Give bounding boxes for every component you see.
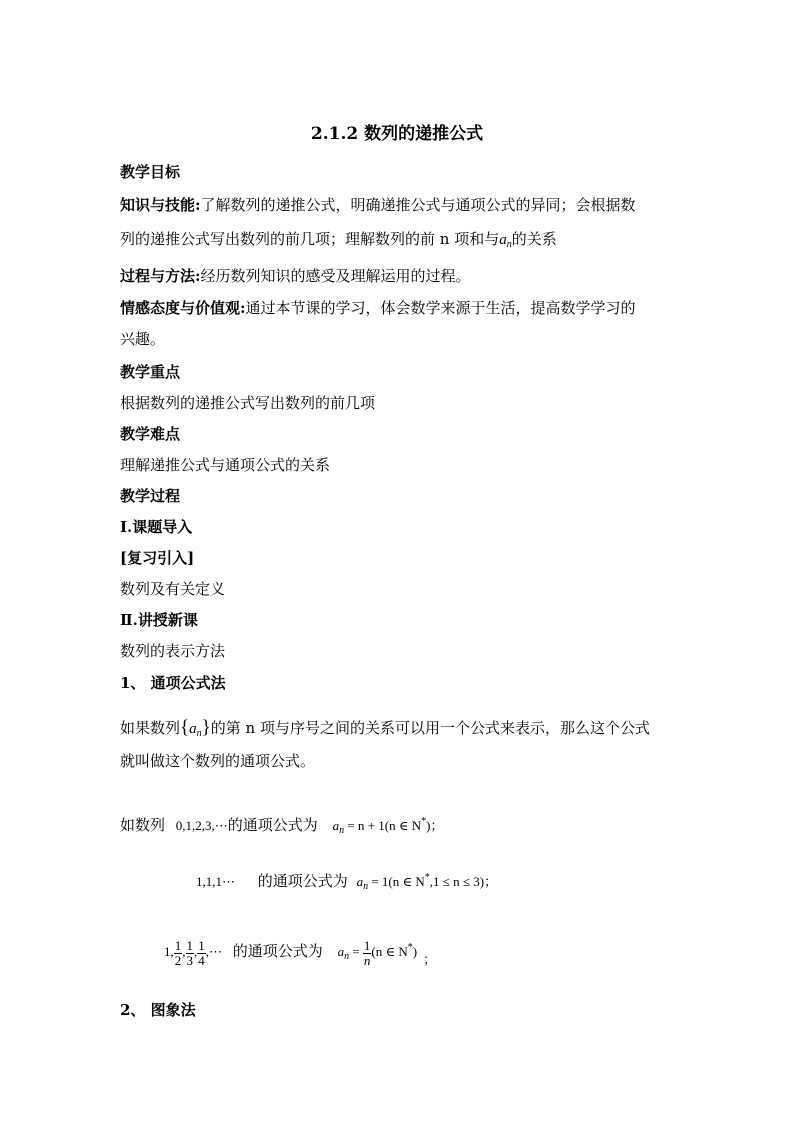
example-1-formula: $a_n = n + 1(n$ ∈ N*) — [332, 816, 431, 836]
example-2-mid: 的通项公式为 — [257, 872, 348, 890]
example-1-mid: 的通项公式为 — [227, 816, 318, 834]
representation-text: 数列的表示方法 — [120, 642, 226, 660]
review-text: 数列及有关定义 — [120, 580, 226, 598]
attitude-text-2: 兴趣。 — [120, 330, 166, 348]
example-1-sequence: 0,1,2,3,⋯ — [175, 818, 228, 833]
example-1-prefix: 如数列 — [120, 816, 166, 834]
knowledge-label: 知识与技能: — [120, 196, 201, 214]
process-text: 经历数列知识的感受及理解运用的过程。 — [200, 267, 471, 285]
example-3-formula: $a_n$ = $\frac{1}{n}$ (n ∈ N*) — [337, 937, 418, 968]
knowledge-text-2a: 列的递推公式写出数列的前几项；理解数列的前 n 项和与 — [120, 230, 500, 248]
sequence-an: $\{a_n\}$ — [180, 717, 211, 739]
part2-heading: Ⅱ.讲授新课 — [120, 611, 198, 629]
definition-text-b: 的第 n 项与序号之间的关系可以用一个公式来表示，那么这个公式 — [210, 719, 650, 737]
example-3-semicolon: ； — [423, 953, 437, 968]
process-line — [120, 266, 471, 286]
knowledge-text-1: 了解数列的递推公式，明确递推公式与通项公式的异同；会根据数 — [200, 196, 636, 214]
example-3-mid: 的通项公式为 — [232, 942, 323, 960]
method1-heading: 1、 通项公式法 — [120, 674, 226, 692]
example-1 — [120, 812, 443, 841]
attitude-label: 情感态度与价值观: — [120, 299, 246, 317]
example-2-formula: $a_n = 1(n$ ∈ N*,1 ≤ n ≤ 3) — [356, 872, 485, 892]
knowledge-line-1 — [120, 195, 636, 215]
difficult-heading: 教学难点 — [120, 425, 181, 443]
knowledge-line-2 — [120, 229, 557, 255]
an-variable: $a_n$ — [499, 232, 512, 250]
definition-text-a: 如果数列 — [120, 719, 181, 737]
example-1-semicolon: ； — [430, 819, 444, 834]
example-2 — [196, 868, 497, 897]
page-title: 2.1.2 数列的递推公式 — [310, 124, 484, 144]
process-label: 过程与方法: — [120, 267, 201, 285]
review-heading: [复习引入] — [120, 549, 195, 567]
example-2-sequence: 1,1,1⋯ — [196, 874, 235, 889]
process-heading: 教学过程 — [120, 487, 181, 505]
attitude-text-1: 通过本节课的学习，体会数学来源于生活，提高数学学习的 — [245, 299, 636, 317]
definition-line-2: 就叫做这个数列的通项公式。 — [120, 752, 316, 770]
objectives-heading: 教学目标 — [120, 163, 181, 181]
knowledge-text-2b: 的关系 — [511, 230, 557, 248]
method2-heading: 2、 图象法 — [120, 1001, 196, 1019]
example-2-semicolon: ； — [484, 875, 498, 890]
key-heading: 教学重点 — [120, 363, 181, 381]
attitude-line-1 — [120, 298, 636, 318]
key-text: 根据数列的递推公式写出数列的前几项 — [120, 394, 376, 412]
example-3-sequence: 1, $\frac{1}{2}$ , $\frac{1}{3}$ , $\frac{1}{4}$ ,⋯ — [164, 937, 222, 968]
definition-line-1 — [120, 718, 650, 744]
difficult-text: 理解递推公式与通项公式的关系 — [120, 456, 331, 474]
example-3 — [164, 932, 436, 977]
part1-heading: Ⅰ.课题导入 — [120, 518, 193, 536]
